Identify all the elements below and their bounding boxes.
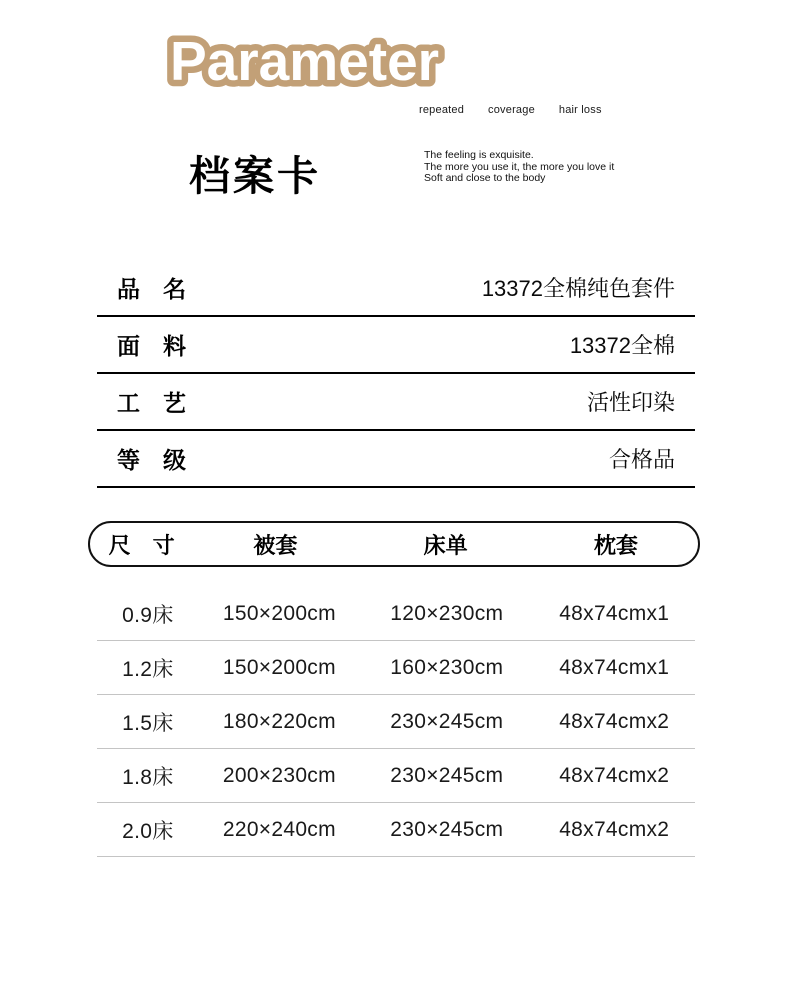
size-col-duvet-cover: 被套 bbox=[253, 532, 298, 558]
size-col-pillowcase: 枕套 bbox=[593, 532, 638, 558]
spec-row-fabric bbox=[97, 317, 695, 374]
size-cell: 48x74cmx2 bbox=[559, 709, 670, 733]
spec-value: 13372全棉 bbox=[569, 333, 675, 358]
size-cell: 1.2床 bbox=[122, 657, 174, 681]
size-cell: 160×230cm bbox=[390, 655, 504, 679]
spec-label: 等 级 bbox=[117, 447, 186, 473]
size-cell: 150×200cm bbox=[222, 601, 336, 625]
parameter-title-banner bbox=[160, 12, 660, 112]
size-cell: 220×240cm bbox=[222, 817, 336, 841]
spec-label: 工 艺 bbox=[117, 390, 186, 416]
size-cell: 1.5床 bbox=[122, 711, 174, 735]
size-table-body bbox=[97, 587, 695, 857]
spec-value: 活性印染 bbox=[586, 390, 675, 415]
size-cell: 120×230cm bbox=[390, 601, 504, 625]
size-cell: 230×245cm bbox=[390, 763, 504, 787]
size-row-1-5 bbox=[97, 695, 695, 749]
size-cell: 48x74cmx1 bbox=[559, 655, 670, 679]
spec-label: 品 名 bbox=[117, 276, 186, 302]
size-cell: 48x74cmx1 bbox=[559, 601, 670, 625]
archive-card-title: 档案卡 bbox=[189, 153, 321, 199]
size-cell: 200×230cm bbox=[222, 763, 336, 787]
spec-row-product-name bbox=[97, 260, 695, 317]
feature-tags bbox=[419, 104, 602, 116]
spec-value: 13372全棉纯色套件 bbox=[481, 276, 675, 301]
tagline bbox=[424, 150, 614, 185]
tagline-line: The feeling is exquisite. bbox=[424, 149, 534, 161]
size-cell: 48x74cmx2 bbox=[559, 817, 670, 841]
size-cell: 48x74cmx2 bbox=[559, 763, 670, 787]
size-cell: 1.8床 bbox=[122, 765, 174, 789]
spec-label: 面 料 bbox=[117, 333, 186, 359]
size-cell: 230×245cm bbox=[390, 817, 504, 841]
size-cell: 2.0床 bbox=[122, 819, 174, 843]
tagline-line: The more you use it, the more you love it bbox=[424, 160, 615, 173]
spec-row-craft bbox=[97, 374, 695, 431]
spec-value: 合格品 bbox=[608, 447, 675, 472]
size-cell: 0.9床 bbox=[122, 603, 174, 627]
tagline-line: Soft and close to the body bbox=[424, 172, 546, 184]
size-row-0-9 bbox=[97, 587, 695, 641]
size-table-header bbox=[88, 521, 700, 567]
size-cell: 230×245cm bbox=[390, 709, 504, 733]
size-cell: 180×220cm bbox=[222, 709, 336, 733]
size-row-1-8 bbox=[97, 749, 695, 803]
spec-row-grade bbox=[97, 431, 695, 488]
size-col-bed-sheet: 床单 bbox=[423, 532, 468, 558]
size-col-size: 尺 寸 bbox=[108, 532, 175, 558]
size-row-1-2 bbox=[97, 641, 695, 695]
feature-tag: coverage bbox=[488, 104, 535, 116]
size-row-2-0 bbox=[97, 803, 695, 857]
spec-table bbox=[97, 260, 695, 488]
parameter-title-text: Parameter bbox=[170, 30, 440, 92]
size-cell: 150×200cm bbox=[222, 655, 336, 679]
feature-tag: repeated bbox=[419, 104, 465, 116]
feature-tag: hair loss bbox=[558, 104, 602, 116]
